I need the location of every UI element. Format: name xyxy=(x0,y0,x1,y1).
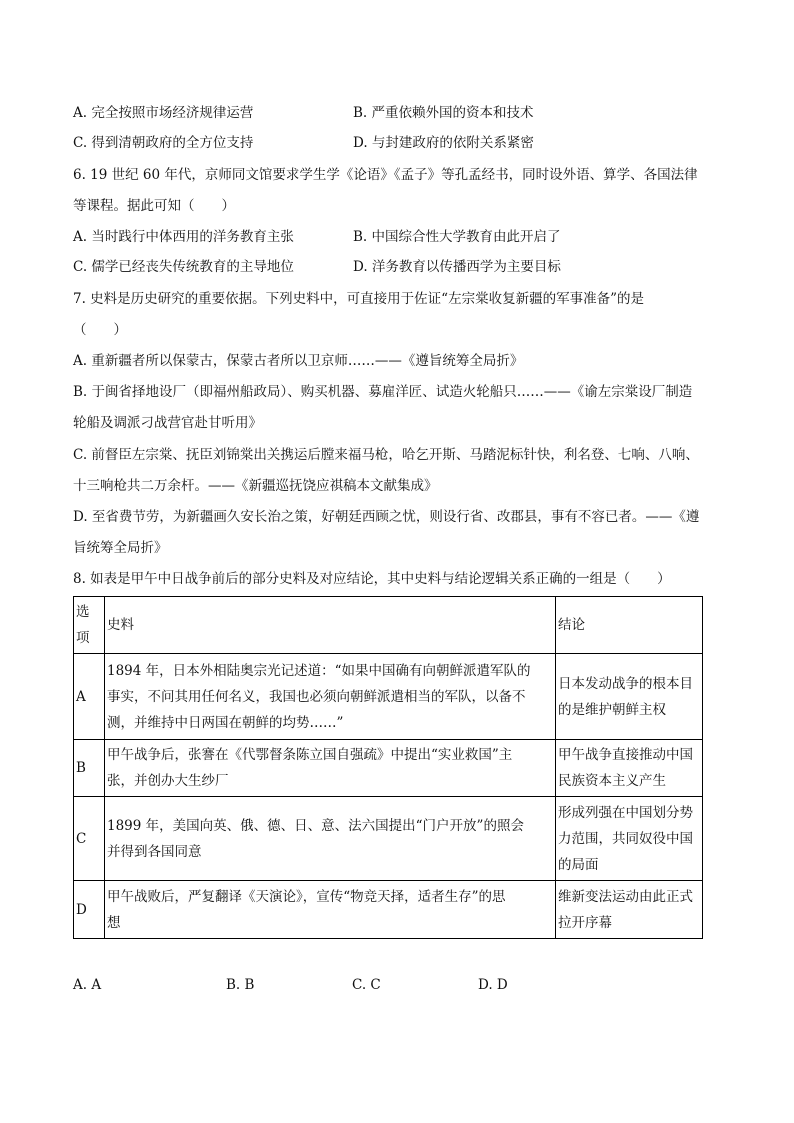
q5-option-b[interactable]: B. 严重依赖外国的资本和技术 xyxy=(353,105,534,121)
source-line: 事实，不问其用任何名义，我国也必须向朝鲜派遣相当的军队，以备不 xyxy=(107,688,526,705)
header-source-cell: 史料 xyxy=(105,597,556,654)
q7-option-a[interactable]: A. 重新疆者所以保蒙古，保蒙古者所以卫京师……——《遵旨统筹全局折》 xyxy=(73,353,524,369)
source-line: 想 xyxy=(107,914,121,931)
table-row-c xyxy=(74,797,703,881)
q7-option-c-line-1[interactable]: C. 前督臣左宗棠、抚臣刘锦棠出关携运后膛来福马枪，哈乞开斯、马踏泥标针快，利名登、七响、八响、 xyxy=(73,447,699,463)
q8-table xyxy=(73,596,703,939)
source-line: 甲午战败后，严复翻译《天演论》，宣传“物竞天择，适者生存”的思 xyxy=(107,888,506,905)
header-conclusion-cell: 结论 xyxy=(556,597,703,654)
row-option-key: D xyxy=(74,881,105,939)
source-line: 并得到各国同意 xyxy=(107,843,202,860)
conclusion-line: 的是维护朝鲜主权 xyxy=(558,701,666,718)
q6-stem-line-1: 6. 19 世纪 60 年代，京师同文馆要求学生学《论语》《孟子》等孔孟经书，同时设外语、算学、各国法律 xyxy=(73,167,698,183)
q6-option-a[interactable]: A. 当时践行中体西用的洋务教育主张 xyxy=(73,229,294,245)
q5-option-d[interactable]: D. 与封建政府的依附关系紧密 xyxy=(353,135,534,151)
q7-option-d-line-2[interactable]: 旨统筹全局折》 xyxy=(73,540,168,556)
q8-answer-a[interactable]: A. A xyxy=(73,977,102,993)
q6-option-d[interactable]: D. 洋务教育以传播西学为主要目标 xyxy=(353,259,561,275)
conclusion-line: 甲午战争直接推动中国 xyxy=(558,747,693,763)
q5-option-c[interactable]: C. 得到清朝政府的全方位支持 xyxy=(73,135,254,151)
row-source xyxy=(105,740,556,797)
q6-stem-line-2: 等课程。据此可知（ ） xyxy=(73,198,235,214)
row-conclusion xyxy=(556,797,703,881)
row-option-key: B xyxy=(74,740,105,797)
source-line: 测，并维持中日两国在朝鲜的均势……” xyxy=(107,714,344,731)
header-option-label-2: 项 xyxy=(76,630,90,646)
conclusion-line: 拉开序幕 xyxy=(558,914,612,931)
row-conclusion xyxy=(556,740,703,797)
q5-option-a[interactable]: A. 完全按照市场经济规律运营 xyxy=(73,105,254,121)
q7-stem-line-2: （ ） xyxy=(73,322,127,338)
header-option-cell xyxy=(74,597,105,654)
q8-answer-b[interactable]: B. B xyxy=(226,977,255,993)
conclusion-line: 形成列强在中国划分势 xyxy=(558,804,693,821)
table-row-d xyxy=(74,881,703,939)
conclusion-line: 的局面 xyxy=(558,856,599,873)
conclusion-line: 日本发动战争的根本目 xyxy=(558,675,693,692)
q8-answer-d[interactable]: D. D xyxy=(478,977,508,993)
table-header-row xyxy=(74,597,703,654)
q7-option-c-line-2[interactable]: 十三响枪共二万余杆。——《新疆巡抚饶应祺稿本文献集成》 xyxy=(73,478,438,494)
q8-stem: 8. 如表是甲午中日战争前后的部分史料及对应结论，其中史料与结论逻辑关系正确的一组是（ ） xyxy=(73,571,671,587)
row-option-key: A xyxy=(74,654,105,740)
row-source xyxy=(105,654,556,740)
conclusion-line: 民族资本主义产生 xyxy=(558,773,666,789)
source-line: 张，并创办大生纱厂 xyxy=(107,773,229,789)
q6-option-b[interactable]: B. 中国综合性大学教育由此开启了 xyxy=(353,229,561,245)
table-row-b xyxy=(74,740,703,797)
source-line: 甲午战争后，张謇在《代鄂督条陈立国自强疏》中提出“实业救国”主 xyxy=(107,747,513,763)
row-conclusion xyxy=(556,654,703,740)
q6-option-c[interactable]: C. 儒学已经丧失传统教育的主导地位 xyxy=(73,259,294,275)
source-line: 1899 年，美国向英、俄、德、日、意、法六国提出“门户开放”的照会 xyxy=(107,817,524,834)
table-row-a xyxy=(74,654,703,740)
header-option-label-1: 选 xyxy=(76,604,90,620)
row-conclusion xyxy=(556,881,703,939)
source-line: 1894 年，日本外相陆奥宗光记述道：“如果中国确有向朝鲜派遣军队的 xyxy=(107,662,531,679)
q7-option-d-line-1[interactable]: D. 至省费节劳，为新疆画久安长治之策，好朝廷西顾之忧，则设行省、改郡县，事有不容已者。——《遵 xyxy=(73,509,700,525)
row-option-key: C xyxy=(74,797,105,881)
q7-option-b-line-1[interactable]: B. 于闽省择地设厂（即福州船政局）、购买机器、募雇洋匠、试造火轮船只……——《谕左宗棠设厂制造 xyxy=(73,384,693,400)
q7-stem-line-1: 7. 史料是历史研究的重要依据。下列史料中，可直接用于佐证“左宗棠收复新疆的军事准备”的是 xyxy=(73,291,644,307)
q8-answer-c[interactable]: C. C xyxy=(352,977,381,993)
row-source xyxy=(105,797,556,881)
conclusion-line: 力范围，共同奴役中国 xyxy=(558,830,693,847)
q7-option-b-line-2[interactable]: 轮船及调派刁战营官赴甘听用》 xyxy=(73,415,262,431)
row-source xyxy=(105,881,556,939)
conclusion-line: 维新变法运动由此正式 xyxy=(558,888,693,905)
